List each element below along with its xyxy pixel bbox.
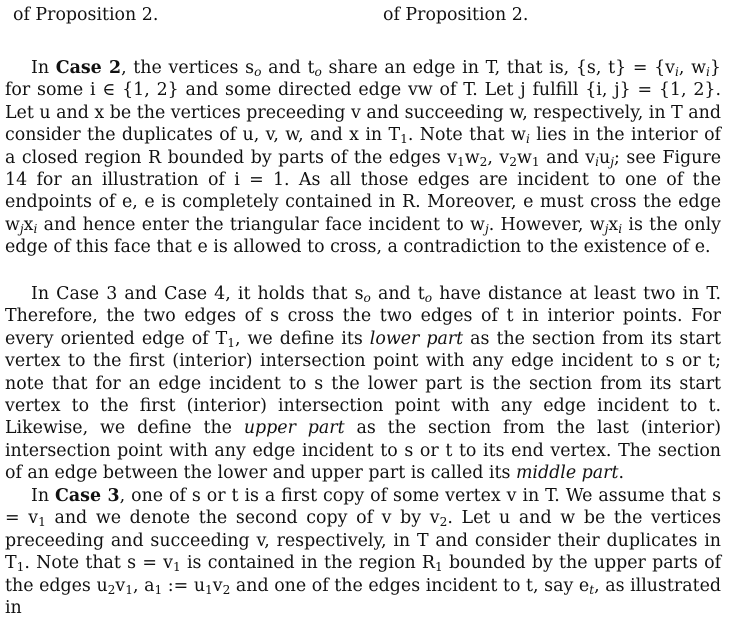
text: and we denote the second copy of v by v bbox=[45, 508, 440, 529]
text: , one of s or t is a first copy of some vertex v in T. We assume that s = v bbox=[5, 486, 721, 529]
subscript: i bbox=[525, 132, 530, 147]
subscript: j bbox=[610, 154, 615, 169]
text: x bbox=[23, 214, 34, 235]
subscript: j bbox=[604, 221, 609, 236]
text: ; see Figure 14 for an illustration of i = 1. As all those edges are incident to one of the endpoints of e, e is completely contained in R. Moreover, e must cross the edge w bbox=[5, 147, 721, 235]
term-lower-part: lower part bbox=[369, 328, 464, 349]
text: bounded by the upper parts of the edges u bbox=[5, 553, 722, 596]
subscript: i bbox=[33, 221, 38, 236]
text: and one of the edges incident to t, say e bbox=[230, 575, 590, 596]
subscript: 1 bbox=[227, 335, 235, 350]
subscript: 1 bbox=[125, 582, 133, 597]
subscript: 1 bbox=[205, 582, 213, 597]
subscript: 1 bbox=[435, 560, 443, 575]
subscript: t bbox=[589, 582, 595, 597]
text: . bbox=[618, 463, 624, 484]
subscript: i bbox=[675, 65, 679, 80]
text: , the vertices s bbox=[121, 58, 255, 78]
subscript: i bbox=[706, 65, 710, 80]
text: In bbox=[31, 58, 56, 78]
text: w bbox=[516, 147, 532, 168]
text: w bbox=[464, 147, 480, 168]
subscript: i bbox=[618, 221, 623, 236]
text: v bbox=[212, 575, 223, 596]
subscript: 2 bbox=[439, 515, 448, 530]
subscript: 1 bbox=[154, 582, 163, 597]
subscript: 1 bbox=[16, 560, 25, 575]
subscript: o bbox=[363, 291, 371, 306]
text: , v bbox=[487, 147, 510, 168]
subscript: 2 bbox=[107, 582, 116, 597]
text: and t bbox=[261, 58, 315, 78]
text: v bbox=[115, 575, 126, 596]
text: } for some i ∈ {1, 2} and some directed edge vw of T. Let j fulfill {i, j} = {1, 2}. Let u and x be the vertices preceeding v and succeeding w, respectively, in T and consider the duplicates of u, v, w, and x in T bbox=[5, 58, 721, 146]
subscript: 1 bbox=[173, 560, 181, 575]
subscript: 1 bbox=[400, 132, 408, 147]
paragraph-cases-3-and-4 bbox=[5, 283, 721, 485]
caption-left: of Proposition 2. bbox=[13, 5, 159, 25]
text: In bbox=[31, 486, 56, 506]
text: and v bbox=[539, 147, 596, 168]
text: and hence enter the triangular face incident to w bbox=[37, 214, 485, 235]
subscript: 1 bbox=[38, 515, 46, 530]
subscript: j bbox=[484, 221, 489, 236]
subscript: 1 bbox=[531, 154, 540, 169]
text: . Note that s = v bbox=[24, 553, 173, 574]
paper-page bbox=[5, 0, 722, 619]
subscript: o bbox=[424, 291, 433, 306]
text: , as illustrated in bbox=[5, 575, 721, 619]
text: u bbox=[599, 147, 611, 168]
text: and t bbox=[370, 284, 425, 304]
text: . Let u and w be the vertices preceeding and succeeding v, respectively, in T and consider their duplicates in T bbox=[5, 508, 721, 574]
subscript: i bbox=[595, 154, 600, 169]
text: . Note that w bbox=[407, 125, 526, 146]
text: as the section from the last (interior) intersection point with any edge incident to s or t to its end vertex. The section of an edge between the lower and upper part is called its bbox=[5, 418, 722, 484]
text: is the only edge of this face that e is allowed to cross, a contradiction to the existence of e. bbox=[5, 214, 721, 258]
paragraph-case-2 bbox=[5, 57, 721, 259]
term-middle-part: middle part bbox=[515, 463, 619, 484]
subscript: 2 bbox=[479, 154, 488, 169]
subscript: 1 bbox=[456, 154, 465, 169]
paragraph-case-3 bbox=[5, 485, 721, 619]
case-heading: Case 2 bbox=[55, 58, 122, 78]
subscript: o bbox=[254, 65, 262, 80]
caption-right: of Proposition 2. bbox=[383, 5, 529, 25]
subscript: o bbox=[314, 65, 322, 80]
text: , a bbox=[132, 575, 155, 596]
text: x bbox=[608, 214, 619, 235]
term-upper-part: upper part bbox=[243, 418, 345, 439]
case-heading: Case 3 bbox=[55, 486, 120, 506]
text: . However, w bbox=[488, 214, 605, 235]
subscript: j bbox=[19, 221, 24, 236]
subscript: 2 bbox=[509, 154, 517, 169]
text: share an edge in T, that is, {s, t} = {v bbox=[321, 58, 676, 78]
text: := u bbox=[162, 575, 206, 596]
text: is contained in the region R bbox=[180, 553, 436, 574]
text: , w bbox=[678, 58, 707, 78]
text: , we define its bbox=[234, 328, 370, 349]
figure-captions bbox=[5, 4, 721, 26]
text: have distance at least two in T. Therefore, the two edges of s cross the two edges of t in interior points. For every oriented edge of T bbox=[5, 284, 721, 349]
text: In Case 3 and Case 4, it holds that s bbox=[31, 284, 364, 304]
text: as the section from its start vertex to the first (interior) intersection point with any edge incident to s or t; note that for an edge incident to s the lower part is the section from its start vertex to the first (interior) intersection point with any edge incident to t. Likewise, we define the bbox=[5, 328, 722, 439]
subscript: 2 bbox=[222, 582, 231, 597]
text: lies in the interior of a closed region R bounded by parts of the edges v bbox=[5, 125, 721, 168]
